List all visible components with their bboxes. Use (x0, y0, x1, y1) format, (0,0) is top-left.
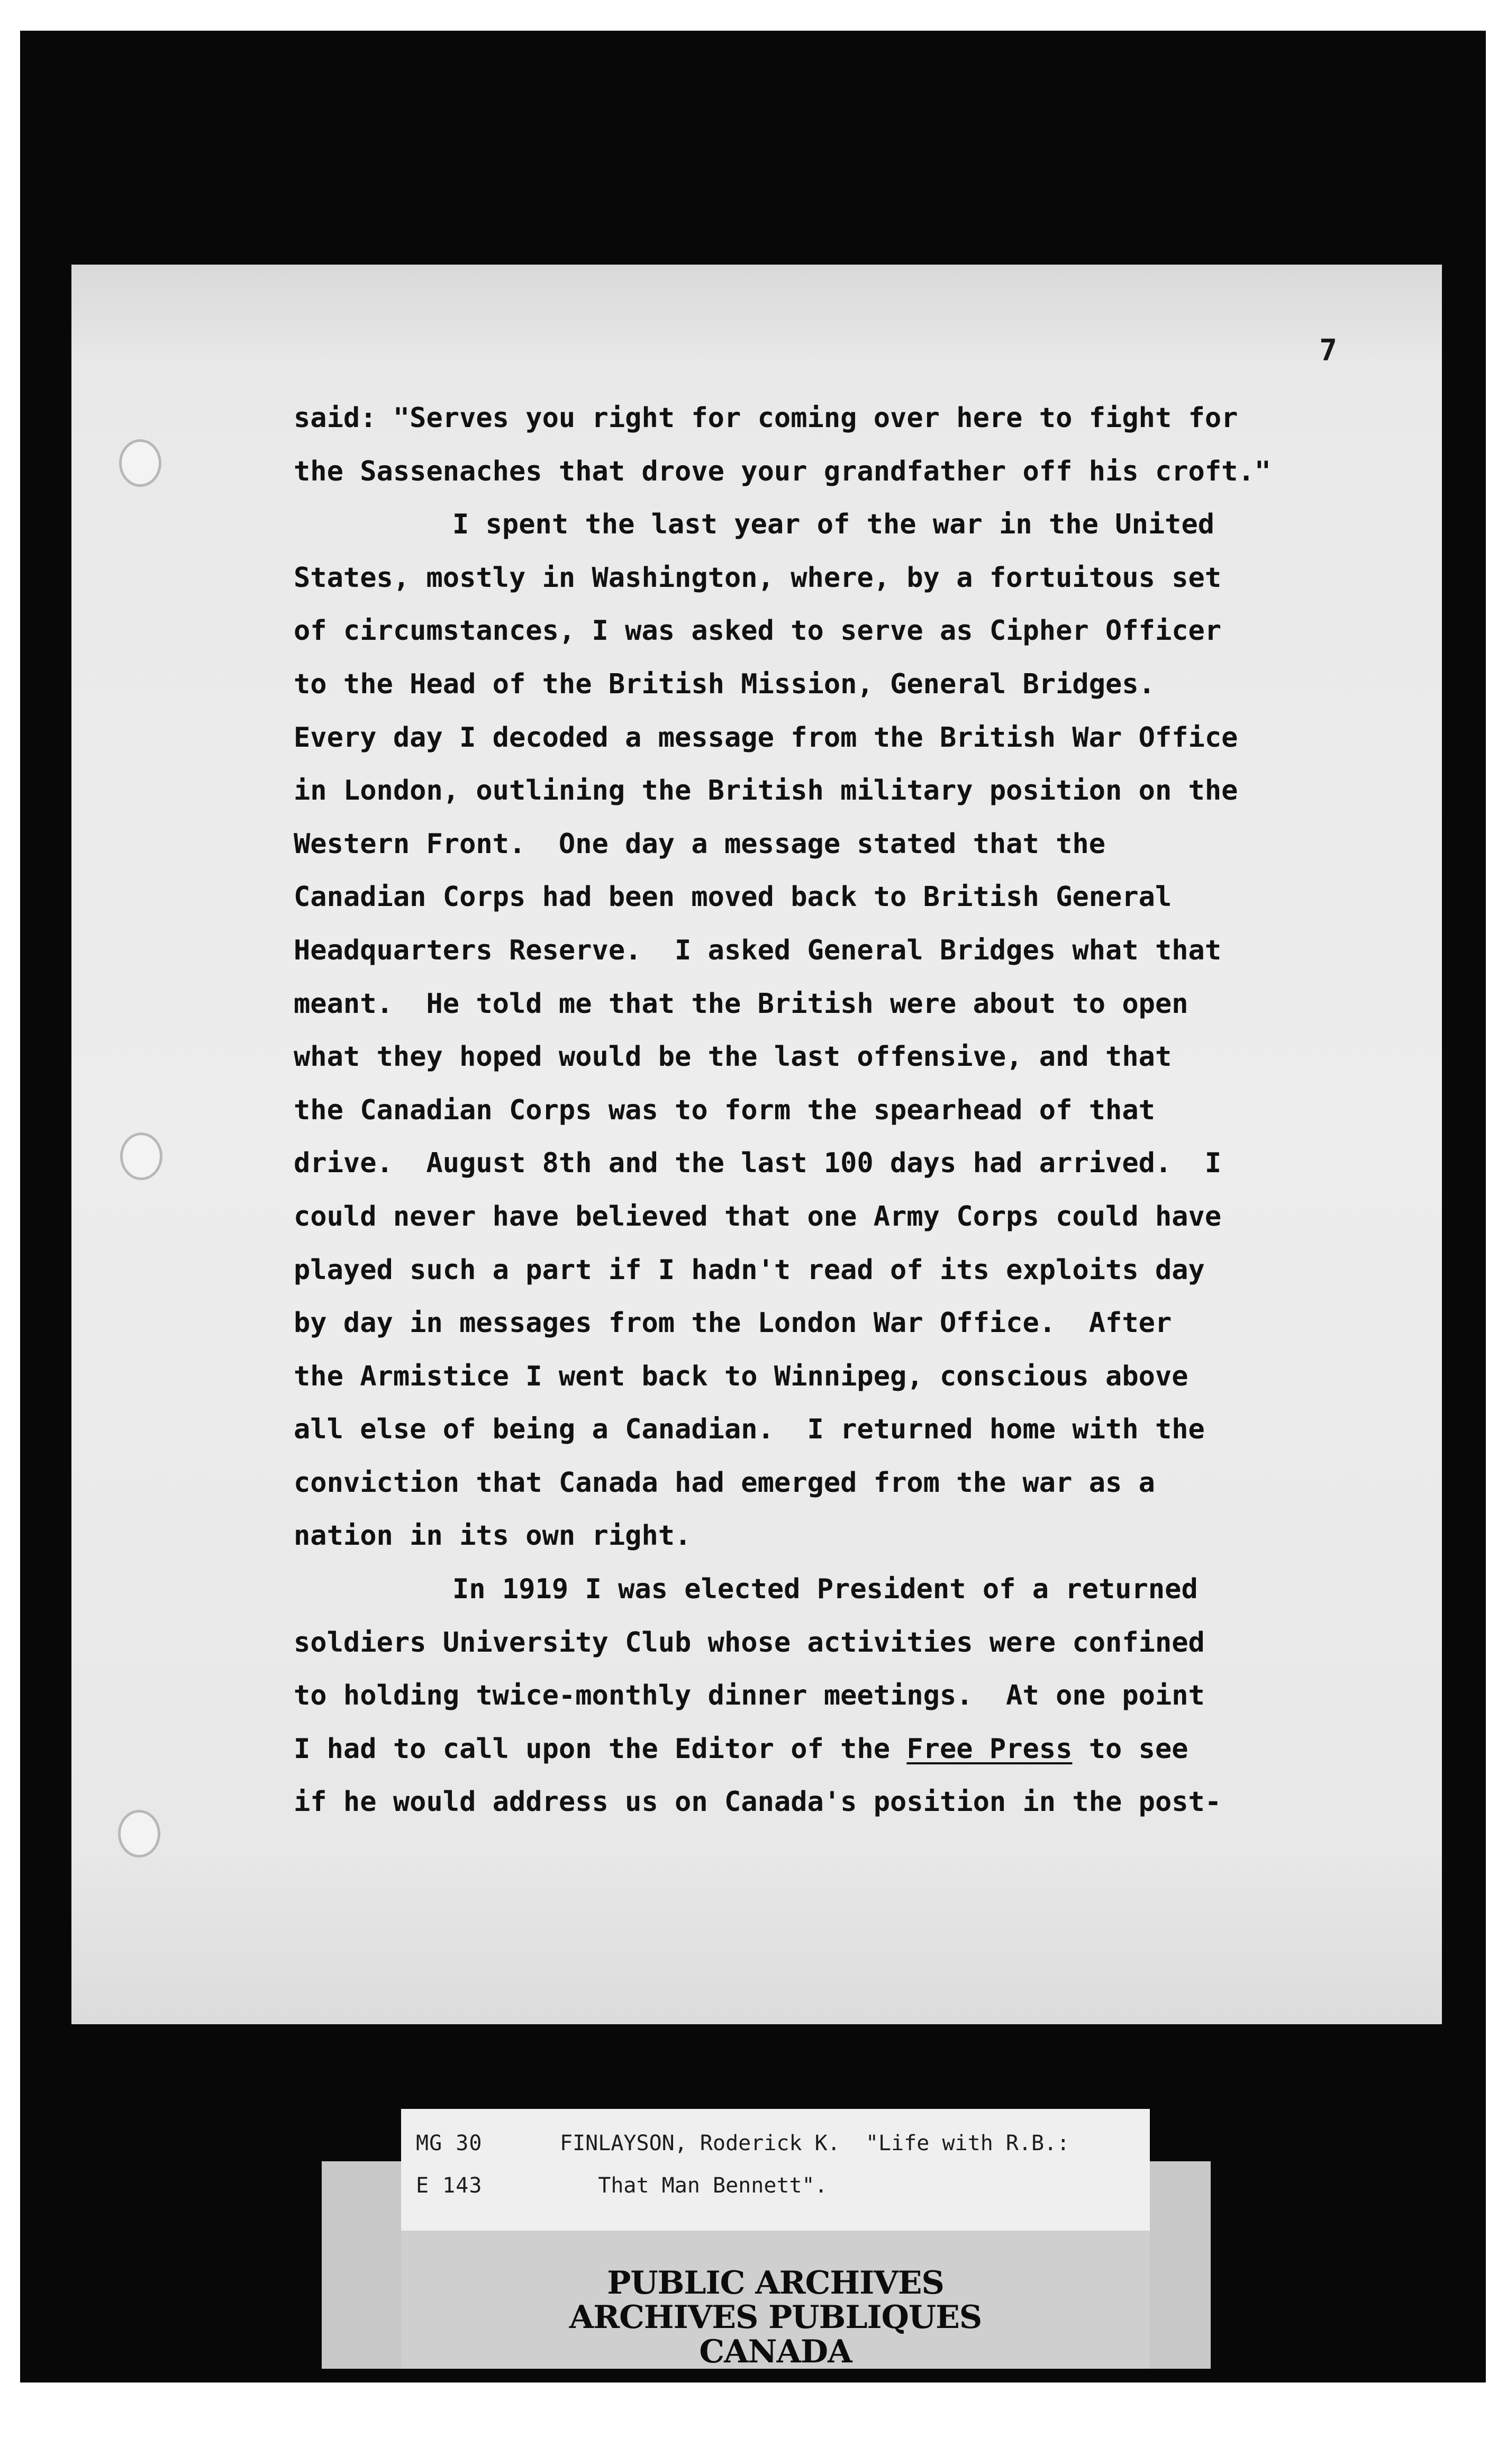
text-line-24: soldiers University Club whose activities were confined (294, 1626, 1205, 1659)
caption-description-line-2: That Man Bennett". (560, 2173, 828, 2198)
punch-hole-top (119, 439, 161, 487)
text-line-2: the Sassenaches that drove your grandfather off his croft." (294, 455, 1272, 487)
text-line-3: I spent the last year of the war in the United (452, 509, 1215, 541)
text-line-17: played such a part if I hadn't read of its exploits day (294, 1254, 1205, 1286)
page-number: 7 (1319, 333, 1337, 368)
text-line-26 (294, 1723, 1341, 1776)
reference-caption-card (401, 2109, 1150, 2231)
text-line-11: Headquarters Reserve. I asked General Bridges what that (294, 934, 1222, 966)
text-line-8: in London, outlining the British military position on the (294, 775, 1238, 807)
text-line-7: Every day I decoded a message from the British War Office (294, 721, 1238, 754)
text-line-26-end: to see (1072, 1733, 1188, 1765)
text-line-26-start: I had to call upon the Editor of the (294, 1733, 907, 1765)
punch-hole-middle (120, 1133, 162, 1180)
text-line-1: said: "Serves you right for coming over here to fight for (294, 402, 1238, 434)
text-line-5: of circumstances, I was asked to serve as Cipher Officer (294, 615, 1222, 647)
text-line-9: Western Front. One day a message stated that the (294, 828, 1106, 860)
archive-stamp-line-3: CANADA (699, 2333, 852, 2370)
punch-hole-bottom (118, 1810, 160, 1858)
text-line-6: to the Head of the British Mission, General Bridges. (294, 668, 1155, 700)
text-line-4: States, mostly in Washington, where, by a fortuitous set (294, 561, 1222, 594)
archive-stamp-line-1: PUBLIC ARCHIVES (607, 2264, 944, 2302)
text-line-14: the Canadian Corps was to form the spearhead of that (294, 1094, 1155, 1126)
text-line-22: nation in its own right. (294, 1520, 692, 1552)
text-line-13: what they hoped would be the last offensive, and that (294, 1041, 1172, 1073)
archive-stamp-line-2: ARCHIVES PUBLIQUES (569, 2299, 982, 2336)
text-line-15: drive. August 8th and the last 100 days had arrived. I (294, 1147, 1222, 1180)
text-line-18: by day in messages from the London War Office. After (294, 1307, 1172, 1339)
text-line-10: Canadian Corps had been moved back to British General (294, 881, 1172, 913)
free-press-underlined: Free Press (906, 1733, 1073, 1765)
archive-stamp (401, 2230, 1150, 2369)
text-line-23: In 1919 I was elected President of a returned (452, 1573, 1198, 1606)
text-line-27: if he would address us on Canada's position in the post- (294, 1786, 1222, 1818)
caption-description-line-1: FINLAYSON, Roderick K. "Life with R.B.: (560, 2131, 1070, 2155)
caption-ref-line-1: MG 30 (416, 2131, 483, 2155)
document-page (71, 265, 1442, 2024)
text-line-21: conviction that Canada had emerged from the war as a (294, 1466, 1155, 1499)
text-line-25: to holding twice-monthly dinner meetings. At one point (294, 1680, 1205, 1712)
caption-ref-line-2: E 143 (416, 2173, 483, 2198)
text-line-20: all else of being a Canadian. I returned home with the (294, 1414, 1205, 1446)
typed-body-text (294, 392, 1341, 1829)
text-line-19: the Armistice I went back to Winnipeg, conscious above (294, 1360, 1188, 1392)
text-line-16: could never have believed that one Army Corps could have (294, 1200, 1222, 1233)
text-line-12: meant. He told me that the British were about to open (294, 988, 1188, 1020)
